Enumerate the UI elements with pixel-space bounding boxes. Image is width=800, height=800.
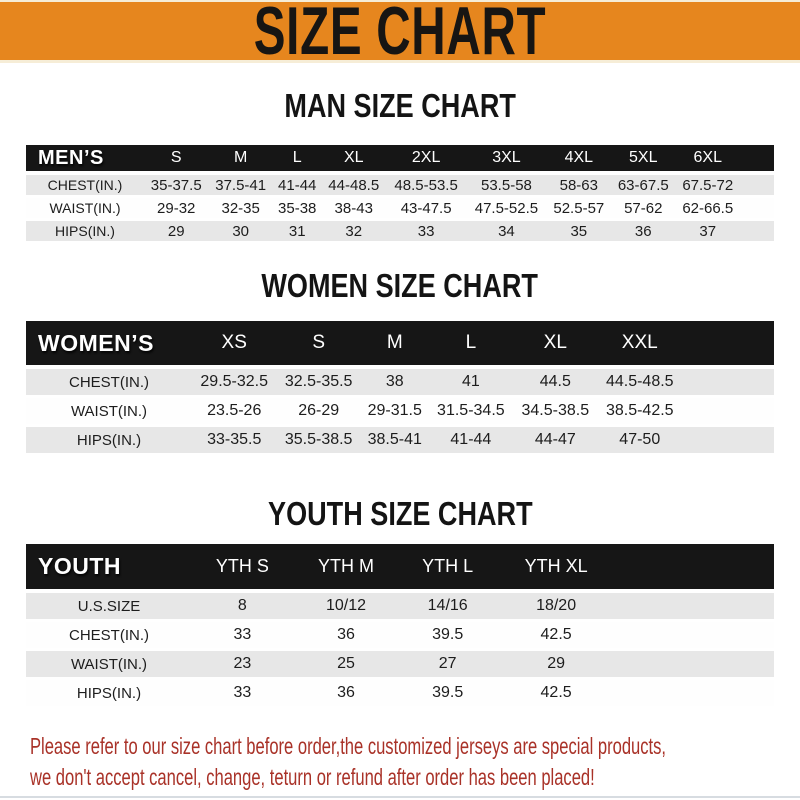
size-value-cell: 48.5-53.5 <box>386 173 466 197</box>
row-spacer-cell <box>740 220 774 243</box>
row-spacer-cell <box>740 197 774 220</box>
table-header-row <box>26 544 774 591</box>
table-row <box>26 591 774 621</box>
size-table-women-size-chart <box>26 321 774 456</box>
section-heading-text: YOUTH SIZE CHART <box>267 495 533 532</box>
size-value-cell: 57-62 <box>611 197 675 220</box>
size-value-cell: 47.5-52.5 <box>466 197 546 220</box>
size-value-cell: 33 <box>192 621 293 650</box>
table-row <box>26 173 774 197</box>
size-value-cell: 33 <box>386 220 466 243</box>
row-label-cell: U.S.SIZE <box>26 591 192 621</box>
row-label-cell: WAIST(IN.) <box>26 650 192 679</box>
banner-title: SIZE CHART <box>253 0 547 69</box>
size-value-cell: 29-32 <box>144 197 208 220</box>
size-value-cell: 41-44 <box>273 173 322 197</box>
size-value-cell: 29 <box>144 220 208 243</box>
size-value-cell: 37.5-41 <box>208 173 272 197</box>
row-label-cell: HIPS(IN.) <box>26 220 144 243</box>
size-value-cell: 36 <box>611 220 675 243</box>
size-value-cell: 63-67.5 <box>611 173 675 197</box>
size-value-cell: 35 <box>547 220 611 243</box>
header-spacer-cell <box>682 321 774 367</box>
row-label-cell: CHEST(IN.) <box>26 173 144 197</box>
row-label-cell: WAIST(IN.) <box>26 397 192 426</box>
size-value-cell: 41 <box>429 367 513 397</box>
row-spacer-cell <box>616 591 774 621</box>
size-value-cell: 36 <box>293 621 399 650</box>
header-spacer-cell <box>616 544 774 591</box>
size-value-cell: 33-35.5 <box>192 426 276 455</box>
section-heading-man-size-chart <box>0 88 800 124</box>
size-value-cell: 34.5-38.5 <box>513 397 597 426</box>
section-man-size-chart <box>0 88 800 244</box>
size-value-cell: 35-37.5 <box>144 173 208 197</box>
size-value-cell: 25 <box>293 650 399 679</box>
size-value-cell: 29-31.5 <box>361 397 429 426</box>
size-value-cell: 44.5 <box>513 367 597 397</box>
size-value-cell: 38 <box>361 367 429 397</box>
size-value-cell: 38.5-42.5 <box>598 397 682 426</box>
row-spacer-cell <box>682 367 774 397</box>
size-value-cell: 42.5 <box>496 679 616 708</box>
column-header: 6XL <box>676 145 741 173</box>
size-value-cell: 32.5-35.5 <box>276 367 360 397</box>
disclaimer-line-2: we don't accept cancel, change, teturn or refund after order has been placed! <box>30 764 595 790</box>
size-value-cell: 31.5-34.5 <box>429 397 513 426</box>
size-value-cell: 47-50 <box>598 426 682 455</box>
size-value-cell: 44.5-48.5 <box>598 367 682 397</box>
size-value-cell: 8 <box>192 591 293 621</box>
column-header: YTH M <box>293 544 399 591</box>
size-value-cell: 29.5-32.5 <box>192 367 276 397</box>
column-header: S <box>276 321 360 367</box>
size-table-youth-size-chart <box>26 544 774 709</box>
size-value-cell: 67.5-72 <box>676 173 741 197</box>
bottom-edge-line <box>0 796 800 798</box>
column-header: XXL <box>598 321 682 367</box>
size-value-cell: 44-47 <box>513 426 597 455</box>
size-chart-banner <box>0 0 800 69</box>
column-header: 5XL <box>611 145 675 173</box>
size-chart-sections <box>0 88 800 709</box>
section-heading-text: WOMEN SIZE CHART <box>261 267 539 304</box>
section-youth-size-chart <box>0 496 800 709</box>
size-value-cell: 44-48.5 <box>322 173 386 197</box>
table-row <box>26 397 774 426</box>
section-women-size-chart <box>0 268 800 456</box>
row-label-cell: HIPS(IN.) <box>26 426 192 455</box>
column-header: 2XL <box>386 145 466 173</box>
table-row <box>26 367 774 397</box>
row-label-cell: WAIST(IN.) <box>26 197 144 220</box>
column-header: L <box>429 321 513 367</box>
row-spacer-cell <box>682 397 774 426</box>
row-label-cell: CHEST(IN.) <box>26 621 192 650</box>
size-value-cell: 38-43 <box>322 197 386 220</box>
section-heading-women-size-chart <box>0 268 800 304</box>
column-header: M <box>208 145 272 173</box>
size-value-cell: 39.5 <box>399 621 496 650</box>
size-value-cell: 52.5-57 <box>547 197 611 220</box>
header-spacer-cell <box>740 145 774 173</box>
column-header: XL <box>513 321 597 367</box>
size-value-cell: 39.5 <box>399 679 496 708</box>
row-spacer-cell <box>682 426 774 455</box>
section-heading-text: MAN SIZE CHART <box>284 87 516 124</box>
size-value-cell: 43-47.5 <box>386 197 466 220</box>
column-header: 3XL <box>466 145 546 173</box>
size-value-cell: 29 <box>496 650 616 679</box>
size-value-cell: 35-38 <box>273 197 322 220</box>
column-header: YTH S <box>192 544 293 591</box>
disclaimer-note <box>30 731 800 793</box>
size-value-cell: 23.5-26 <box>192 397 276 426</box>
size-value-cell: 37 <box>676 220 741 243</box>
column-header: L <box>273 145 322 173</box>
size-value-cell: 33 <box>192 679 293 708</box>
section-heading-youth-size-chart <box>0 496 800 532</box>
table-header-row <box>26 145 774 173</box>
table-group-label: MEN’S <box>26 145 144 173</box>
table-row <box>26 650 774 679</box>
table-row <box>26 679 774 708</box>
column-header: XL <box>322 145 386 173</box>
table-row <box>26 621 774 650</box>
size-value-cell: 41-44 <box>429 426 513 455</box>
table-row <box>26 197 774 220</box>
column-header: YTH XL <box>496 544 616 591</box>
size-value-cell: 58-63 <box>547 173 611 197</box>
size-value-cell: 27 <box>399 650 496 679</box>
row-spacer-cell <box>616 621 774 650</box>
table-header-row <box>26 321 774 367</box>
size-value-cell: 36 <box>293 679 399 708</box>
size-value-cell: 32 <box>322 220 386 243</box>
size-value-cell: 42.5 <box>496 621 616 650</box>
table-row <box>26 426 774 455</box>
row-spacer-cell <box>616 650 774 679</box>
size-value-cell: 38.5-41 <box>361 426 429 455</box>
size-value-cell: 18/20 <box>496 591 616 621</box>
size-value-cell: 53.5-58 <box>466 173 546 197</box>
column-header: YTH L <box>399 544 496 591</box>
row-label-cell: CHEST(IN.) <box>26 367 192 397</box>
size-value-cell: 62-66.5 <box>676 197 741 220</box>
table-group-label: YOUTH <box>26 544 192 591</box>
size-value-cell: 10/12 <box>293 591 399 621</box>
table-row <box>26 220 774 243</box>
size-value-cell: 26-29 <box>276 397 360 426</box>
size-table-man-size-chart <box>26 145 774 244</box>
disclaimer-line-1: Please refer to our size chart before order,the customized jerseys are special products, <box>30 733 667 759</box>
size-value-cell: 35.5-38.5 <box>276 426 360 455</box>
size-value-cell: 32-35 <box>208 197 272 220</box>
size-value-cell: 31 <box>273 220 322 243</box>
column-header: XS <box>192 321 276 367</box>
row-spacer-cell <box>740 173 774 197</box>
size-value-cell: 30 <box>208 220 272 243</box>
column-header: 4XL <box>547 145 611 173</box>
column-header: S <box>144 145 208 173</box>
row-spacer-cell <box>616 679 774 708</box>
size-value-cell: 14/16 <box>399 591 496 621</box>
row-label-cell: HIPS(IN.) <box>26 679 192 708</box>
size-value-cell: 23 <box>192 650 293 679</box>
column-header: M <box>361 321 429 367</box>
size-value-cell: 34 <box>466 220 546 243</box>
table-group-label: WOMEN’S <box>26 321 192 367</box>
